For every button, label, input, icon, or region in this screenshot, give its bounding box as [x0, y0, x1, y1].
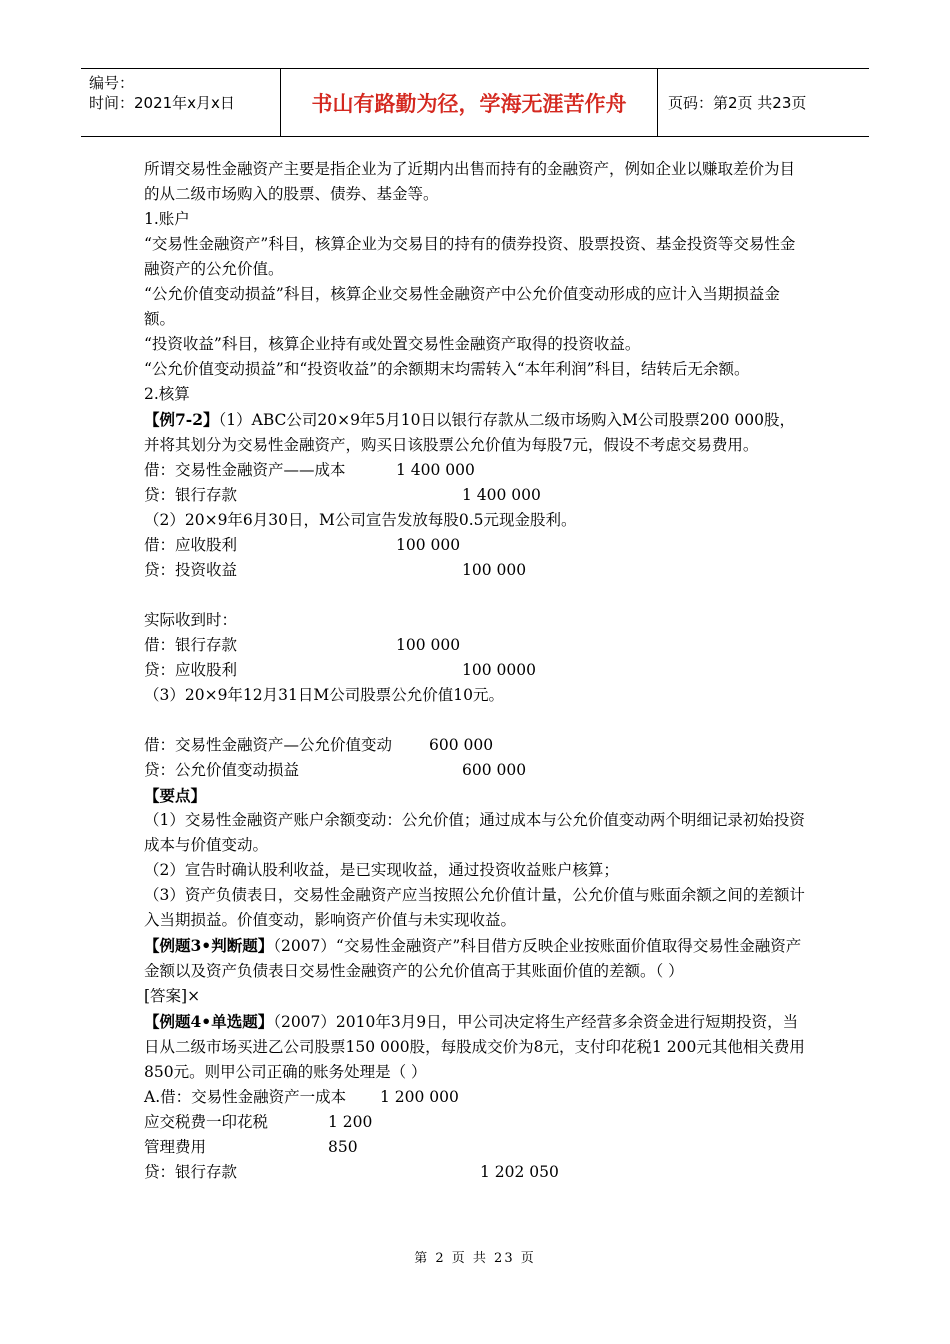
key-points-label: 【要点】 — [144, 786, 207, 805]
option-row: 管理费用 850 — [144, 1138, 358, 1156]
example-label: 【例7-2】 — [144, 410, 219, 429]
entry-row: 借：交易性金融资产——成本 1 400 000 — [144, 461, 475, 479]
intro-paragraph: 所谓交易性金融资产主要是指企业为了近期内出售而持有的金融资产，例如企业以赚取差价为目的从二级市场购入的股票、债券、基金等。 — [144, 160, 796, 203]
key-point-3: （3）资产负债表日，交易性金融资产应当按照公允价值计量，公允价值与账面余额之间的差额计入当期损益。价值变动，影响资产价值与未实现收益。 — [144, 886, 805, 929]
entry-row: 借：交易性金融资产—公允价值变动 600 000 — [144, 736, 494, 754]
entry-row: 贷：公允价值变动损益 600 000 — [144, 761, 527, 779]
paragraph-trading-assets: “交易性金融资产”科目，核算企业为交易目的持有的债券投资、股票投资、基金投资等交易性金融资产的公允价值。 — [144, 235, 796, 278]
entry-row: 贷：应收股利 100 0000 — [144, 661, 536, 679]
paragraph-closing: “公允价值变动损益”和“投资收益”的余额期末均需转入“本年利润”科目，结转后无余额。 — [144, 360, 750, 378]
page-header — [81, 68, 869, 137]
document-body — [144, 157, 809, 1185]
option-row: 应交税费一印花税 1 200 — [144, 1113, 373, 1131]
entry-row: 贷：投资收益 100 000 — [144, 561, 527, 579]
code-label: 编号： — [89, 74, 135, 92]
page-footer: 第 2 页 共 23 页 — [414, 1251, 536, 1266]
paragraph-investment-income: “投资收益”科目，核算企业持有或处置交易性金融资产取得的投资收益。 — [144, 335, 641, 353]
step-2: （2）20×9年6月30日，M公司宣告发放每股0.5元现金股利。 — [144, 511, 577, 529]
example-7-2 — [144, 407, 809, 458]
question-3: 【例题3•判断题】（2007）“交易性金融资产”科目借方反映企业按账面价值取得交易性金融资产金额以及资产负债表日交易性金融资产的公允价值高于其账面价值的差额。（ ） — [144, 936, 802, 980]
key-point-1: （1）交易性金融资产账户余额变动：公允价值；通过成本与公允价值变动两个明细记录初始投资成本与价值变动。 — [144, 811, 805, 854]
entry-row: 借：应收股利 100 000 — [144, 536, 461, 554]
step-3: （3）20×9年12月31日M公司股票公允价值10元。 — [144, 686, 504, 704]
time-label: 时间：2021年x月x日 — [89, 94, 235, 112]
entry-row: 借：银行存款 100 000 — [144, 636, 461, 654]
option-row: A.借：交易性金融资产一成本 1 200 000 — [144, 1088, 459, 1106]
section-accounting: 2.核算 — [144, 385, 190, 403]
question-4: 【例题4•单选题】（2007）2010年3月9日，甲公司决定将生产经营多余资金进行短期投资，当日从二级市场买进乙公司股票150 000股，每股成交价为8元，支付印花税1 200元其他相关费用850元。则甲公司正确的账务处理是（ ） — [144, 1012, 805, 1081]
question-3-answer: [答案]× — [144, 987, 201, 1005]
header-motto: 书山有路勤为径，学海无涯苦作舟 — [281, 69, 658, 136]
paragraph-fair-value: “公允价值变动损益”科目，核算企业交易性金融资产中公允价值变动形成的应计入当期损益金额。 — [144, 285, 780, 328]
section-accounts: 1.账户 — [144, 210, 190, 228]
received-label: 实际收到时： — [144, 611, 238, 629]
header-page-info: 页码：第2页 共23页 — [668, 94, 807, 112]
header-meta — [81, 69, 281, 136]
entry-row: 贷：银行存款 1 400 000 — [144, 486, 541, 504]
option-row: 贷：银行存款 1 202 050 — [144, 1163, 559, 1181]
example-text: （1）ABC公司20×9年5月10日以银行存款从二级市场购入M公司股票200 000股，并将其划分为交易性金融资产，购买日该股票公允价值为每股7元，假设不考虑交易费用。 — [144, 411, 795, 454]
key-point-2: （2）宣告时确认股利收益，是已实现收益，通过投资收益账户核算； — [144, 861, 619, 879]
